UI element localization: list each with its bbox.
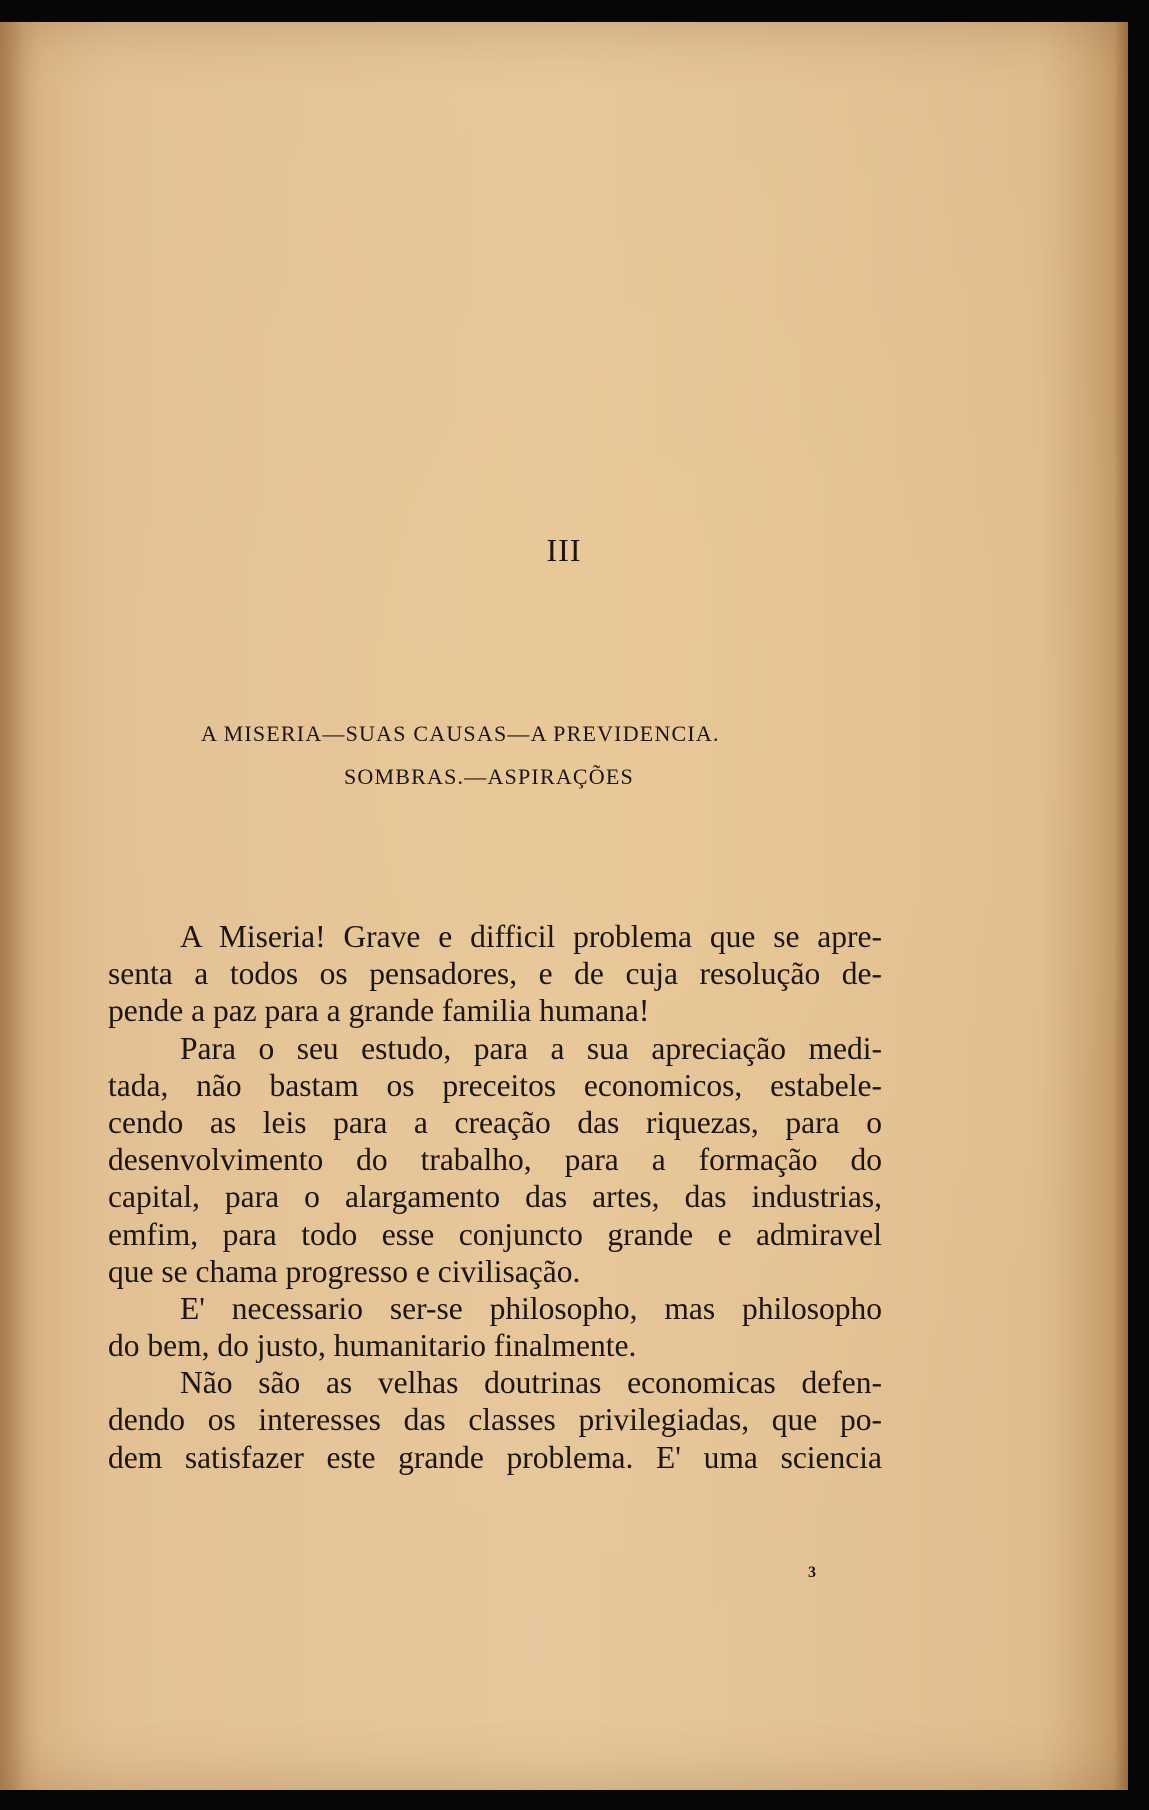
body-line: capital, para o alargamento das artes, das industrias, (108, 1179, 882, 1215)
body-line: emfim, para todo esse conjuncto grande e admiravel (108, 1216, 882, 1252)
chapter-subtitle-line-1: A MISERIA—SUAS CAUSAS—A PREVIDENCIA. (201, 721, 720, 746)
body-line: cendo as leis para a creação das riquezas, para o (108, 1104, 882, 1140)
book-page (0, 22, 1128, 1790)
body-line: dem satisfazer este grande problema. E' uma sciencia (108, 1439, 882, 1475)
body-text (108, 918, 882, 1476)
body-line: tada, não bastam os preceitos economicos, estabele- (108, 1067, 882, 1103)
body-line: dendo os interesses das classes privilegiadas, que po- (108, 1402, 882, 1438)
body-line: Não são as velhas doutrinas economicas defen- (180, 1365, 882, 1401)
page-gutter-shadow (0, 22, 40, 1790)
body-line: do bem, do justo, humanitario finalmente. (108, 1328, 637, 1364)
page-number: 3 (808, 1564, 816, 1581)
chapter-number: III (546, 532, 582, 568)
body-line: pende a paz para a grande familia humana! (108, 993, 650, 1029)
body-line: E' necessario ser-se philosopho, mas philosopho (180, 1290, 882, 1326)
page-edge-shadow (1114, 22, 1128, 1790)
body-line: Para o seu estudo, para a sua apreciação medi- (180, 1030, 882, 1066)
body-line: A Miseria! Grave e difficil problema que se apre- (180, 919, 882, 954)
body-line: que se chama progresso e civilisação. (108, 1253, 581, 1289)
chapter-subtitle-line-2: SOMBRAS.—ASPIRAÇÕES (344, 764, 634, 789)
body-line: senta a todos os pensadores, e de cuja resolução de- (108, 956, 882, 992)
body-line: desenvolvimento do trabalho, para a formação do (108, 1142, 882, 1178)
